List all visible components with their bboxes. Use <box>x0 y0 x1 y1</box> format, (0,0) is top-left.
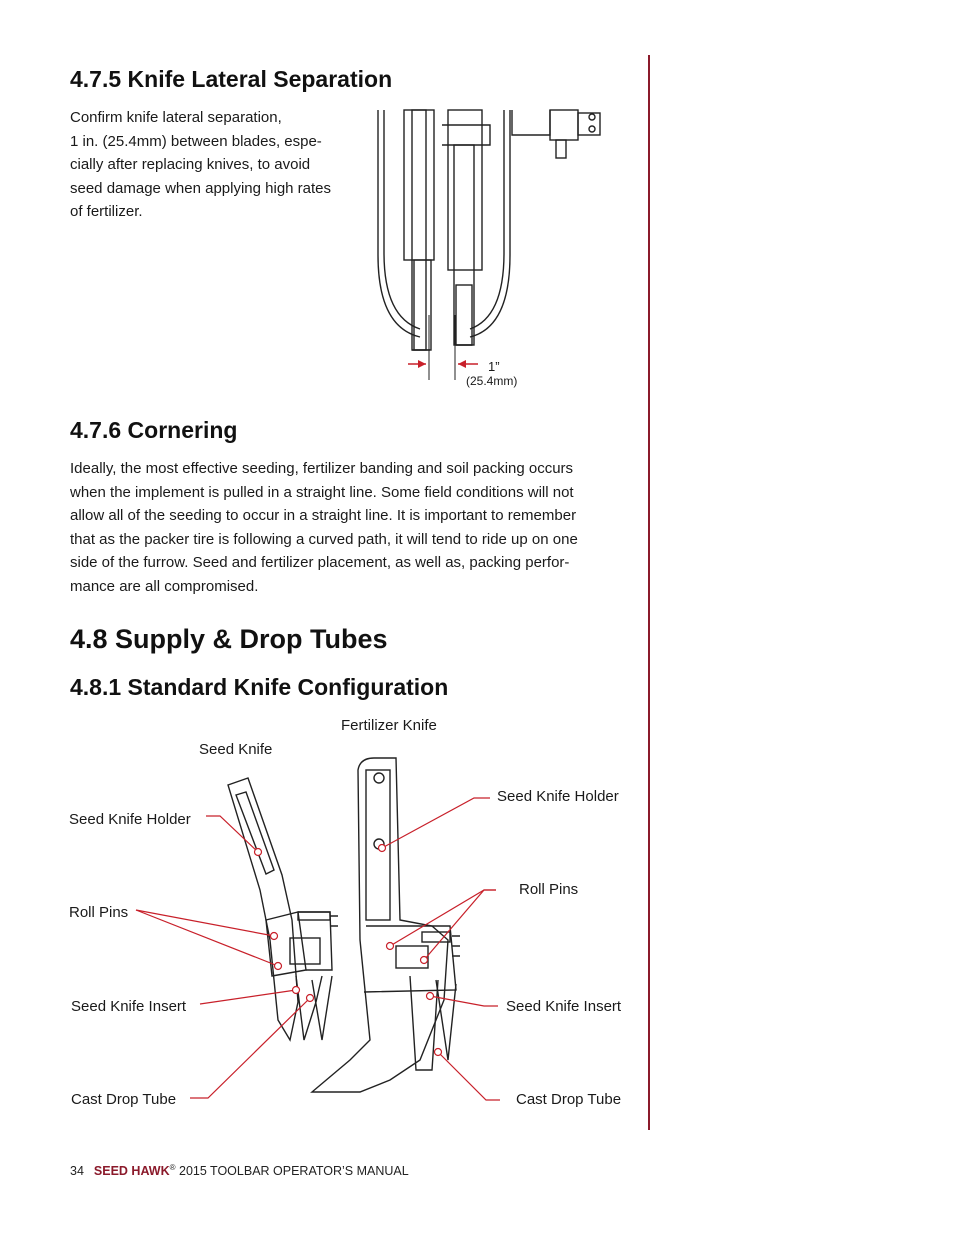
section-title-cornering: 4.7.6 Cornering <box>70 417 238 443</box>
text-line: when the implement is pulled in a straight line. Some field conditions will not <box>70 483 574 501</box>
page-number: 34 <box>70 1164 84 1179</box>
text-line: Ideally, the most effective seeding, fertilizer banding and soil packing occurs <box>70 460 574 477</box>
text-line: 1 in. (25.4mm) between blades, espe- <box>70 132 322 150</box>
callout-lines <box>136 798 500 1100</box>
label-cast-drop-tube-left: Cast Drop Tube <box>71 1091 177 1108</box>
section-title-knife-lateral-separation: 4.7.5 Knife Lateral Separation <box>70 66 393 92</box>
dimension-label: 1” <box>488 359 500 374</box>
label-seed-knife-insert-right: Seed Knife Insert <box>506 998 622 1015</box>
text-line: Confirm knife lateral separation, <box>70 109 282 126</box>
label-fertilizer-knife: Fertilizer Knife <box>341 717 437 734</box>
text-line: seed damage when applying high rates <box>70 179 332 197</box>
arrow-right-icon <box>418 360 426 368</box>
label-seed-knife-insert-left: Seed Knife Insert <box>71 998 187 1015</box>
text-line: allow all of the seeding to occur in a straight line. It is important to remember <box>70 507 577 524</box>
text-line: side of the furrow. Seed and fertilizer placement, as well as, packing perfor- <box>70 554 570 571</box>
cornering-paragraph <box>70 457 630 598</box>
label-cast-drop-tube-right: Cast Drop Tube <box>516 1091 622 1108</box>
seed-knife-drawing <box>228 778 338 1040</box>
registered-mark: ® <box>169 1163 176 1172</box>
label-roll-pins-left: Roll Pins <box>69 904 129 921</box>
fertilizer-knife-drawing <box>312 758 460 1092</box>
text-line: of fertilizer. <box>70 203 143 220</box>
label-roll-pins-right: Roll Pins <box>519 881 579 898</box>
margin-rule <box>648 55 650 1130</box>
knife-separation-paragraph <box>70 106 355 224</box>
arrow-left-icon <box>458 360 466 368</box>
knife-separation-diagram <box>360 105 620 395</box>
label-seed-knife-holder-left: Seed Knife Holder <box>69 811 191 828</box>
brand-name: SEED HAWK <box>93 1164 170 1179</box>
text-line: mance are all compromised. <box>70 577 259 595</box>
manual-title: 2015 TOOLBAR OPERATOR’S MANUAL <box>175 1164 409 1179</box>
label-seed-knife-holder-right: Seed Knife Holder <box>497 788 619 805</box>
section-title-supply-drop-tubes: 4.8 Supply & Drop Tubes <box>70 624 388 654</box>
label-seed-knife: Seed Knife <box>199 741 273 758</box>
text-line: cially after replacing knives, to avoid <box>70 156 311 173</box>
text-line: that as the packer tire is following a curved path, it will tend to ride up on one <box>70 530 578 548</box>
page-footer <box>70 1163 409 1178</box>
section-title-standard-knife-configuration: 4.8.1 Standard Knife Configuration <box>70 674 449 700</box>
dimension-metric-label: (25.4mm) <box>466 374 518 388</box>
